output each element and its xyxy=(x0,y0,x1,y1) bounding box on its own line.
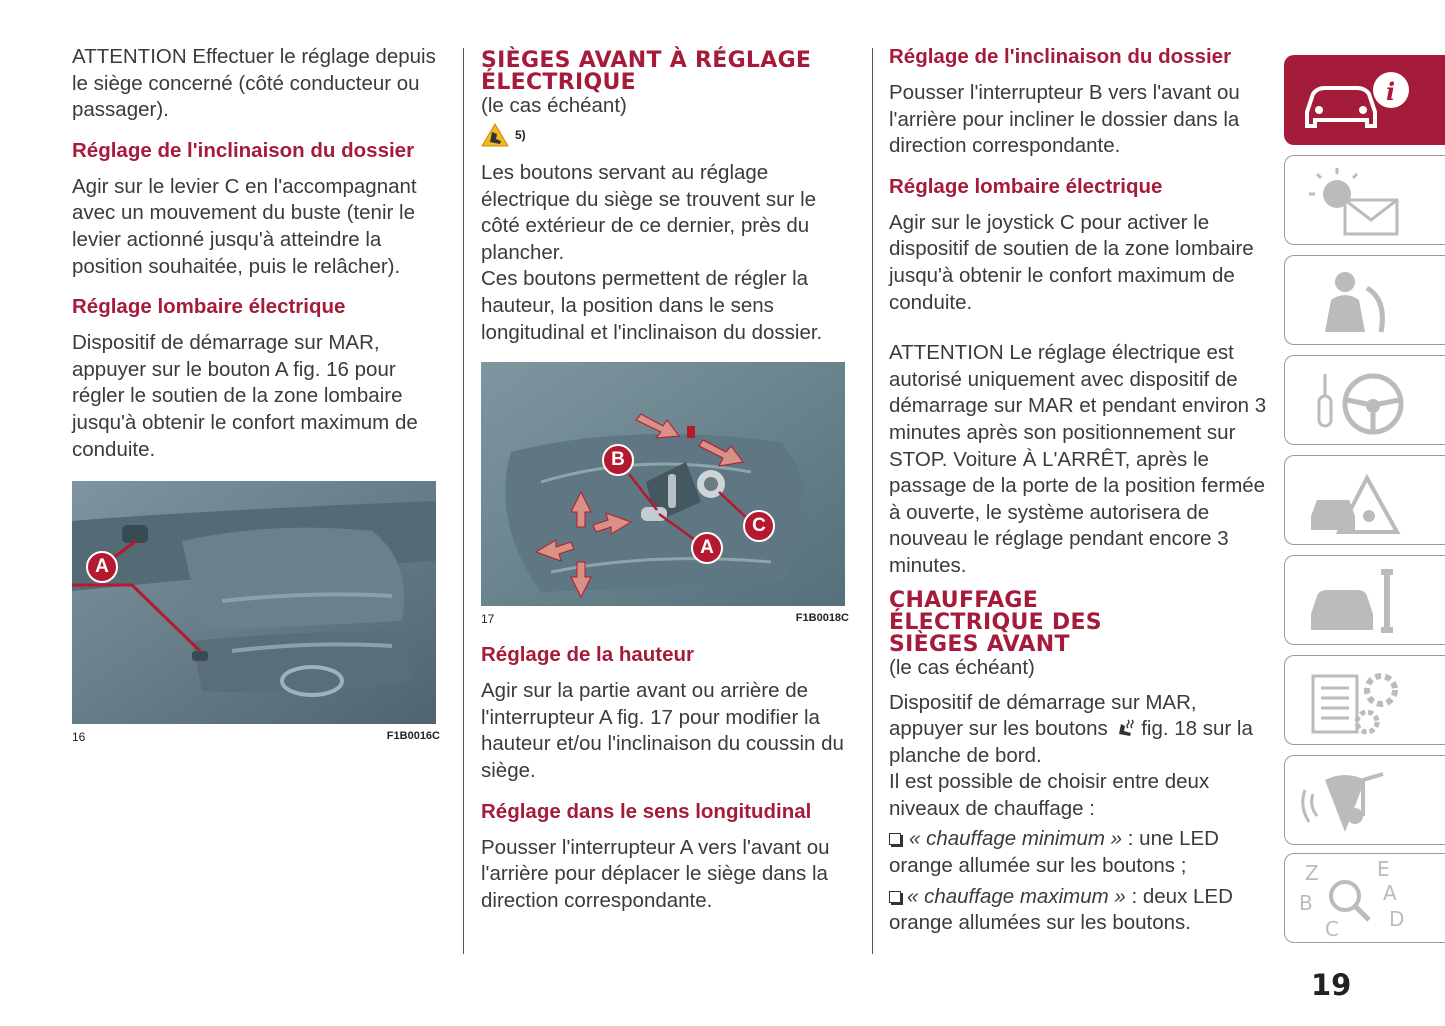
starting-driving-icon xyxy=(1295,360,1435,440)
list-item-text: : deux LED orange allumées sur les boutons. xyxy=(889,884,1233,935)
section-subtitle: (le cas échéant) xyxy=(889,655,1035,679)
label-b-badge: B xyxy=(602,444,634,476)
paragraph: Les boutons servant au réglage électrique du siège se trouvent sur le côté extérieur de ce dernier, près du plancher. xyxy=(481,161,817,264)
maintenance-icon xyxy=(1295,560,1435,640)
tab-safety[interactable] xyxy=(1284,255,1445,345)
paragraph xyxy=(889,690,1267,770)
label-a-badge: A xyxy=(86,551,118,583)
section-heading: Réglage de l'inclinaison du dossier xyxy=(889,45,1232,68)
tab-starting-driving[interactable] xyxy=(1284,355,1445,445)
section-title: CHAUFFAGE ÉLECTRIQUE DES SIÈGES AVANT xyxy=(889,587,1102,657)
section-subtitle: (le cas échéant) xyxy=(481,94,627,117)
section-heading: Réglage lombaire électrique xyxy=(889,174,1163,198)
column-2 xyxy=(481,50,853,932)
seat-lumbar-image xyxy=(72,481,436,724)
svg-text:C: C xyxy=(1325,917,1339,941)
list-item xyxy=(889,884,1267,937)
tab-multimedia[interactable] xyxy=(1284,755,1445,845)
car-info-icon xyxy=(1295,60,1435,140)
tab-car-info[interactable] xyxy=(1284,55,1445,145)
section-heading: Réglage dans le sens longitudinal xyxy=(481,799,812,823)
column-3 xyxy=(889,44,1267,941)
paragraph: Pousser l'interrupteur B vers l'avant ou l'arrière pour incliner le dossier dans la direction correspondante. xyxy=(889,81,1240,158)
column-divider xyxy=(872,48,873,954)
index-icon xyxy=(1295,858,1435,944)
paragraph-text: Dispositif de démarrage sur MAR, appuyer sur les boutons xyxy=(889,690,1197,741)
multimedia-icon xyxy=(1295,760,1435,840)
seat-switches-image xyxy=(481,362,845,606)
figure-number: 16 xyxy=(72,730,86,745)
list-item xyxy=(889,826,1267,879)
figure-code: F1B0016C xyxy=(386,730,440,743)
label-a-badge: A xyxy=(691,532,723,564)
figure-code: F1B0018C xyxy=(795,612,849,625)
svg-text:E: E xyxy=(1377,858,1390,881)
list-item-emphasis: « chauffage minimum » xyxy=(909,827,1123,851)
warning-reference xyxy=(481,122,853,148)
attention-note: ATTENTION Le réglage électrique est autorisé uniquement avec dispositif de démarrage sur MAR et pendant environ 3 minutes après son positionnement sur STOP. Voiture À L'ARRÊT, après le passage de la porte de la position fermée à ouverte, le système autorisera de nouveau le réglage pendant encore 3 minutes. xyxy=(889,341,1267,577)
svg-text:Z: Z xyxy=(1305,861,1319,885)
page-number: 19 xyxy=(1311,968,1352,1002)
figure-number: 17 xyxy=(481,612,495,627)
tab-index[interactable] xyxy=(1284,853,1445,943)
paragraph: Il est possible de choisir entre deux niveaux de chauffage : xyxy=(889,770,1210,820)
label-c-badge: C xyxy=(743,510,775,542)
paragraph: Dispositif de démarrage sur MAR, appuyer sur le bouton A fig. 16 pour régler le soutien de la zone lombaire jusqu'à obtenir le confort maximum de conduite. xyxy=(72,331,418,461)
svg-text:i: i xyxy=(1386,77,1396,106)
paragraph: Ces boutons permettent de régler la hauteur, la position dans le sens longitudinal et l'inclinaison du dossier. xyxy=(481,267,823,344)
tab-warning-lights[interactable] xyxy=(1284,155,1445,245)
checkbox-bullet-icon xyxy=(889,891,901,903)
checkbox-bullet-icon xyxy=(889,833,901,845)
paragraph-text: fig. 18 sur la planche de bord. xyxy=(889,717,1253,767)
section-heading: Réglage lombaire électrique xyxy=(72,295,346,319)
column-divider xyxy=(463,48,464,954)
svg-text:B: B xyxy=(1299,891,1313,915)
figure-caption xyxy=(481,612,849,626)
paragraph: Agir sur le levier C en l'accompagnant avec un mouvement du buste (tenir le levier actionné jusqu'à atteindre la position souhaitée, puis le relâcher). xyxy=(72,174,417,278)
warning-lights-icon xyxy=(1295,160,1435,240)
paragraph: Pousser l'interrupteur A vers l'avant ou l'arrière pour déplacer le siège dans la direction correspondante. xyxy=(481,835,830,912)
figure-caption xyxy=(72,730,440,744)
column-1 xyxy=(72,44,444,744)
figure-17 xyxy=(481,362,845,606)
tab-maintenance[interactable] xyxy=(1284,555,1445,645)
technical-data-icon xyxy=(1295,660,1435,740)
seat-warning-icon xyxy=(481,122,509,148)
section-title: SIÈGES AVANT À RÉGLAGE ÉLECTRIQUE xyxy=(481,48,812,95)
warning-ref-number: 5) xyxy=(515,128,526,142)
section-heading: Réglage de l'inclinaison du dossier xyxy=(72,138,415,162)
list-item-emphasis: « chauffage maximum » xyxy=(907,884,1126,908)
figure-16 xyxy=(72,481,436,724)
safety-icon xyxy=(1295,260,1435,340)
paragraph: Agir sur le joystick C pour activer le dispositif de soutien de la zone lombaire jusqu'à obtenir le confort maximum de conduite. xyxy=(889,210,1254,314)
list-item-text: : une LED orange allumée sur les boutons ; xyxy=(889,827,1219,878)
seat-heating-icon xyxy=(1114,718,1136,738)
svg-text:A: A xyxy=(1383,881,1397,905)
paragraph: Agir sur la partie avant ou arrière de l'interrupteur A fig. 17 pour modifier la hauteur et/ou l'inclinaison du coussin du siège. xyxy=(481,679,844,782)
tab-emergency[interactable] xyxy=(1284,455,1445,545)
tab-technical-data[interactable] xyxy=(1284,655,1445,745)
section-heading: Réglage de la hauteur xyxy=(481,643,695,667)
emergency-icon xyxy=(1295,460,1435,540)
svg-text:D: D xyxy=(1389,907,1405,931)
attention-note: ATTENTION Effectuer le réglage depuis le siège concerné (côté conducteur ou passager). xyxy=(72,45,436,122)
